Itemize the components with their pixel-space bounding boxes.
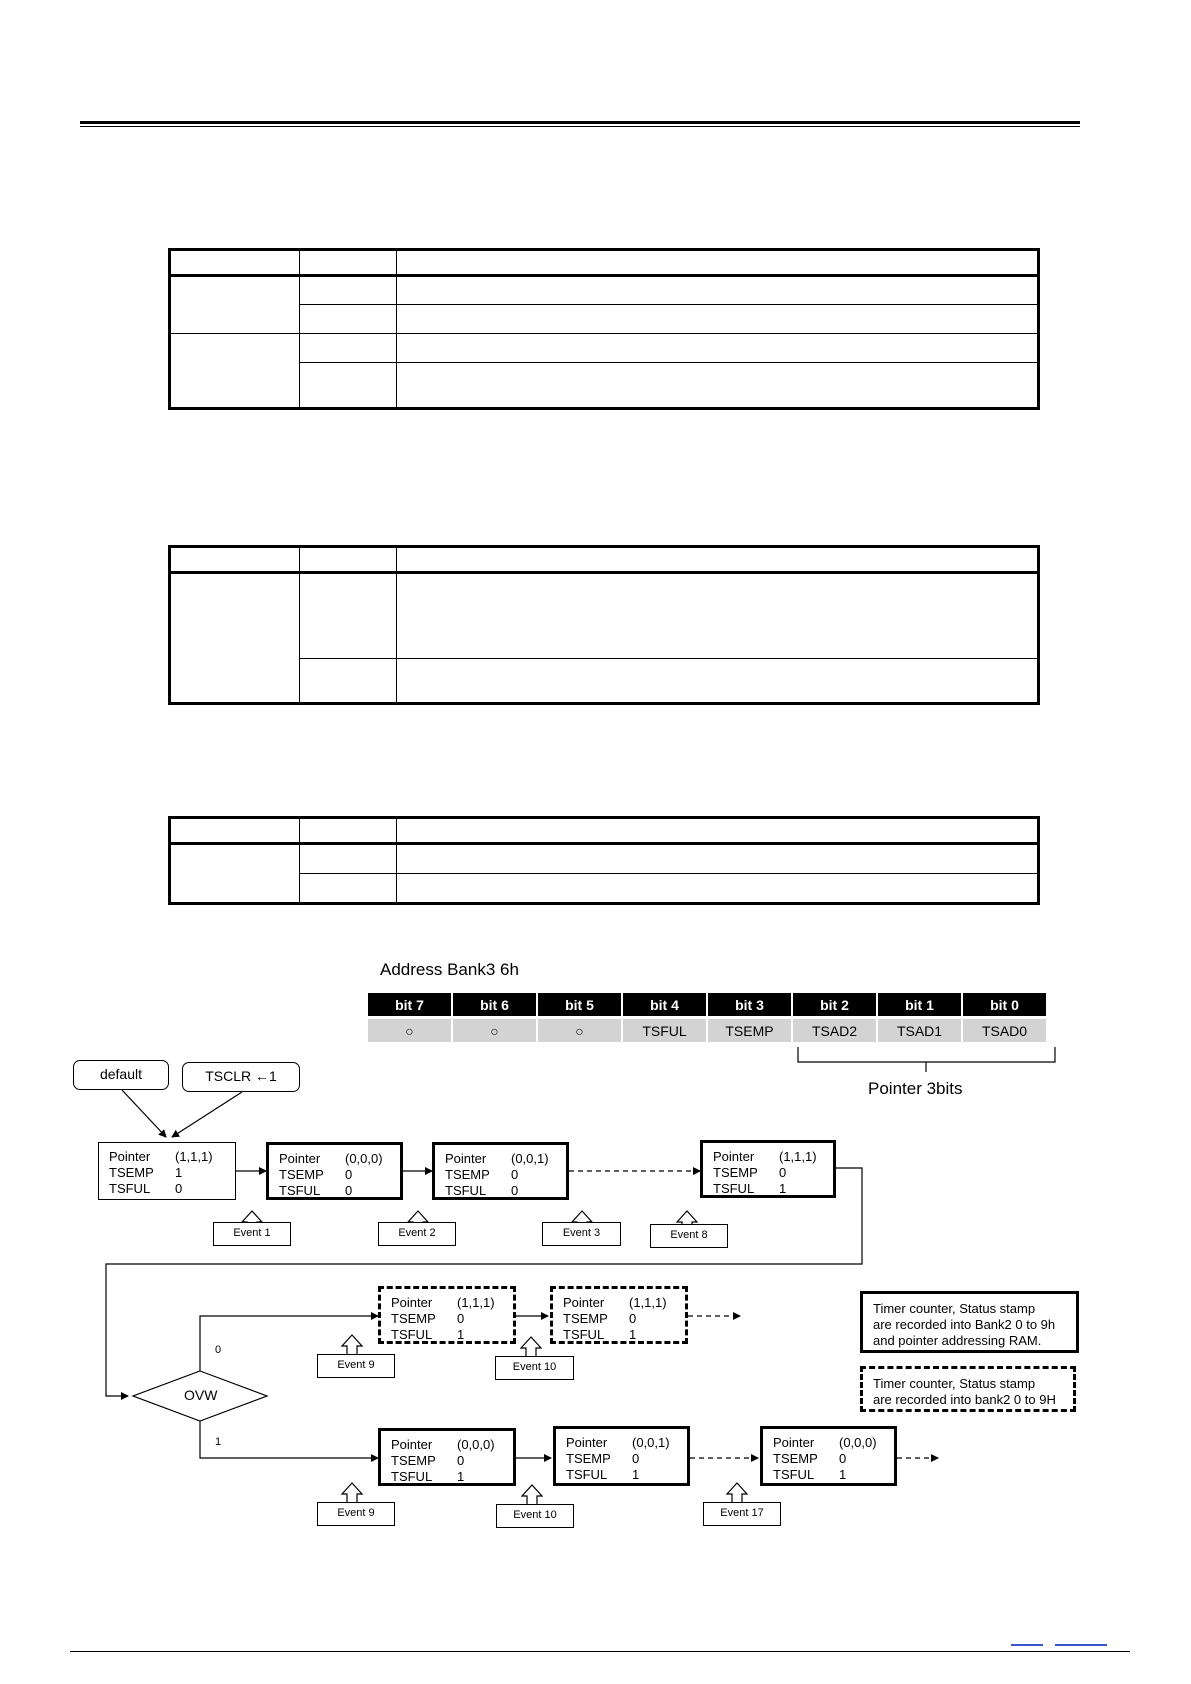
tsemp-label: TSEMP	[391, 1453, 436, 1468]
pointer-value: (0,0,0)	[345, 1151, 383, 1166]
ovw-decision-label: OVW	[184, 1387, 218, 1403]
tsemp-label: TSEMP	[563, 1311, 608, 1326]
tsful-value: 0	[175, 1181, 183, 1196]
tsful-value: 1	[779, 1181, 787, 1196]
tsful-value: 0	[345, 1183, 353, 1198]
footer-link-underline	[1055, 1644, 1107, 1646]
tsemp-label: TSEMP	[109, 1165, 154, 1180]
footer-link-underline	[1011, 1644, 1043, 1646]
bit-header: bit 4	[623, 993, 706, 1016]
tsful-label: TSFUL	[109, 1181, 151, 1196]
legend-line: are recorded into bank2 0 to 9H	[873, 1392, 1056, 1407]
tsful-value: 0	[511, 1183, 519, 1198]
pointer-value: (1,1,1)	[457, 1295, 495, 1310]
tsemp-value: 0	[457, 1453, 465, 1468]
tsemp-label: TSEMP	[566, 1451, 611, 1466]
tsemp-label: TSEMP	[713, 1165, 758, 1180]
tsclr-start-box: TSCLR ←1	[182, 1062, 300, 1092]
bit-value: ○	[538, 1019, 621, 1042]
pointer-brace	[798, 1047, 1055, 1072]
event-label: Event 3	[542, 1222, 621, 1246]
event-label: Event 17	[703, 1502, 781, 1526]
bit-header: bit 5	[538, 993, 621, 1016]
pointer-value: (1,1,1)	[629, 1295, 667, 1310]
tsful-label: TSFUL	[391, 1469, 433, 1484]
event-label: Event 9	[317, 1354, 395, 1378]
pointer-label: Pointer	[445, 1151, 487, 1166]
tsemp-label: TSEMP	[279, 1167, 324, 1182]
bit-header: bit 2	[793, 993, 876, 1016]
bit-value: ○	[368, 1019, 451, 1042]
state-box-ovw1-event10	[553, 1426, 690, 1486]
tsemp-value: 0	[839, 1451, 847, 1466]
event-label: Event 2	[378, 1222, 456, 1246]
pointer-value: (0,0,0)	[839, 1435, 877, 1450]
state-box-ovw1-event17	[760, 1426, 897, 1486]
tsemp-value: 0	[457, 1311, 465, 1326]
footer-rule	[70, 1651, 1130, 1652]
tsemp-value: 0	[779, 1165, 787, 1180]
pointer-label: Pointer	[566, 1435, 608, 1450]
state-box-initial	[98, 1142, 236, 1200]
tsful-value: 1	[457, 1469, 465, 1484]
pointer-label: Pointer	[713, 1149, 755, 1164]
state-box-ovw0-event10	[550, 1286, 688, 1344]
state-box-ovw1-event9	[378, 1428, 516, 1486]
bit-header: bit 3	[708, 993, 791, 1016]
tsful-value: 1	[457, 1327, 465, 1342]
bit-value: TSAD0	[963, 1019, 1046, 1042]
branch-label-1: 1	[215, 1436, 222, 1448]
tsful-value: 1	[839, 1467, 847, 1482]
state-box-ovw0-event9	[378, 1286, 516, 1344]
tsemp-label: TSEMP	[773, 1451, 818, 1466]
tsful-value: 1	[629, 1327, 637, 1342]
bit-value: TSAD2	[793, 1019, 876, 1042]
branch-label-0: 0	[215, 1344, 222, 1356]
bit-value: TSFUL	[623, 1019, 706, 1042]
event-label: Event 9	[317, 1502, 395, 1526]
legend-solid-box	[860, 1291, 1079, 1353]
pointer-label: Pointer	[391, 1295, 433, 1310]
pointer-value: (1,1,1)	[779, 1149, 817, 1164]
pointer-value: (0,0,0)	[457, 1437, 495, 1452]
bit-header: bit 0	[963, 993, 1046, 1016]
tsful-value: 1	[632, 1467, 640, 1482]
legend-dashed-box	[860, 1366, 1076, 1412]
bit-header: bit 6	[453, 993, 536, 1016]
pointer-value: (0,0,1)	[632, 1435, 670, 1450]
pointer-value: (0,0,1)	[511, 1151, 549, 1166]
bit-value: TSEMP	[708, 1019, 791, 1042]
legend-line: Timer counter, Status stamp	[873, 1301, 1036, 1316]
pointer-label: Pointer	[563, 1295, 605, 1310]
pointer-value: (1,1,1)	[175, 1149, 213, 1164]
legend-line: Timer counter, Status stamp	[873, 1376, 1036, 1391]
bit-value: TSAD1	[878, 1019, 961, 1042]
event-label: Event 1	[213, 1222, 291, 1246]
tsemp-value: 0	[632, 1451, 640, 1466]
legend-line: are recorded into Bank2 0 to 9h	[873, 1317, 1056, 1332]
event-label: Event 8	[650, 1224, 728, 1248]
tsemp-label: TSEMP	[391, 1311, 436, 1326]
tsemp-value: 0	[345, 1167, 353, 1182]
pointer-label: Pointer	[391, 1437, 433, 1452]
tsemp-value: 0	[629, 1311, 637, 1326]
pointer-label: Pointer	[279, 1151, 321, 1166]
pointer-bits-label: Pointer 3bits	[868, 1079, 963, 1098]
event-label: Event 10	[496, 1504, 574, 1528]
legend-line: and pointer addressing RAM.	[873, 1333, 1042, 1348]
state-box-event1	[266, 1142, 403, 1200]
default-start-box: default	[73, 1060, 169, 1090]
event-label: Event 10	[495, 1356, 574, 1380]
tsemp-label: TSEMP	[445, 1167, 490, 1182]
tsemp-value: 0	[511, 1167, 519, 1182]
tsful-label: TSFUL	[445, 1183, 487, 1198]
tsful-label: TSFUL	[279, 1183, 321, 1198]
state-box-event8	[700, 1140, 836, 1198]
bit-header: bit 7	[368, 993, 451, 1016]
tsful-label: TSFUL	[391, 1327, 433, 1342]
tsful-label: TSFUL	[563, 1327, 605, 1342]
bit-header: bit 1	[878, 993, 961, 1016]
state-box-event2	[432, 1142, 569, 1200]
pointer-label: Pointer	[109, 1149, 151, 1164]
tsful-label: TSFUL	[773, 1467, 815, 1482]
tsemp-value: 1	[175, 1165, 183, 1180]
pointer-label: Pointer	[773, 1435, 815, 1450]
tsful-label: TSFUL	[566, 1467, 608, 1482]
tsful-label: TSFUL	[713, 1181, 755, 1196]
bit-value: ○	[453, 1019, 536, 1042]
bank-address-label: Address Bank3 6h	[380, 960, 519, 979]
